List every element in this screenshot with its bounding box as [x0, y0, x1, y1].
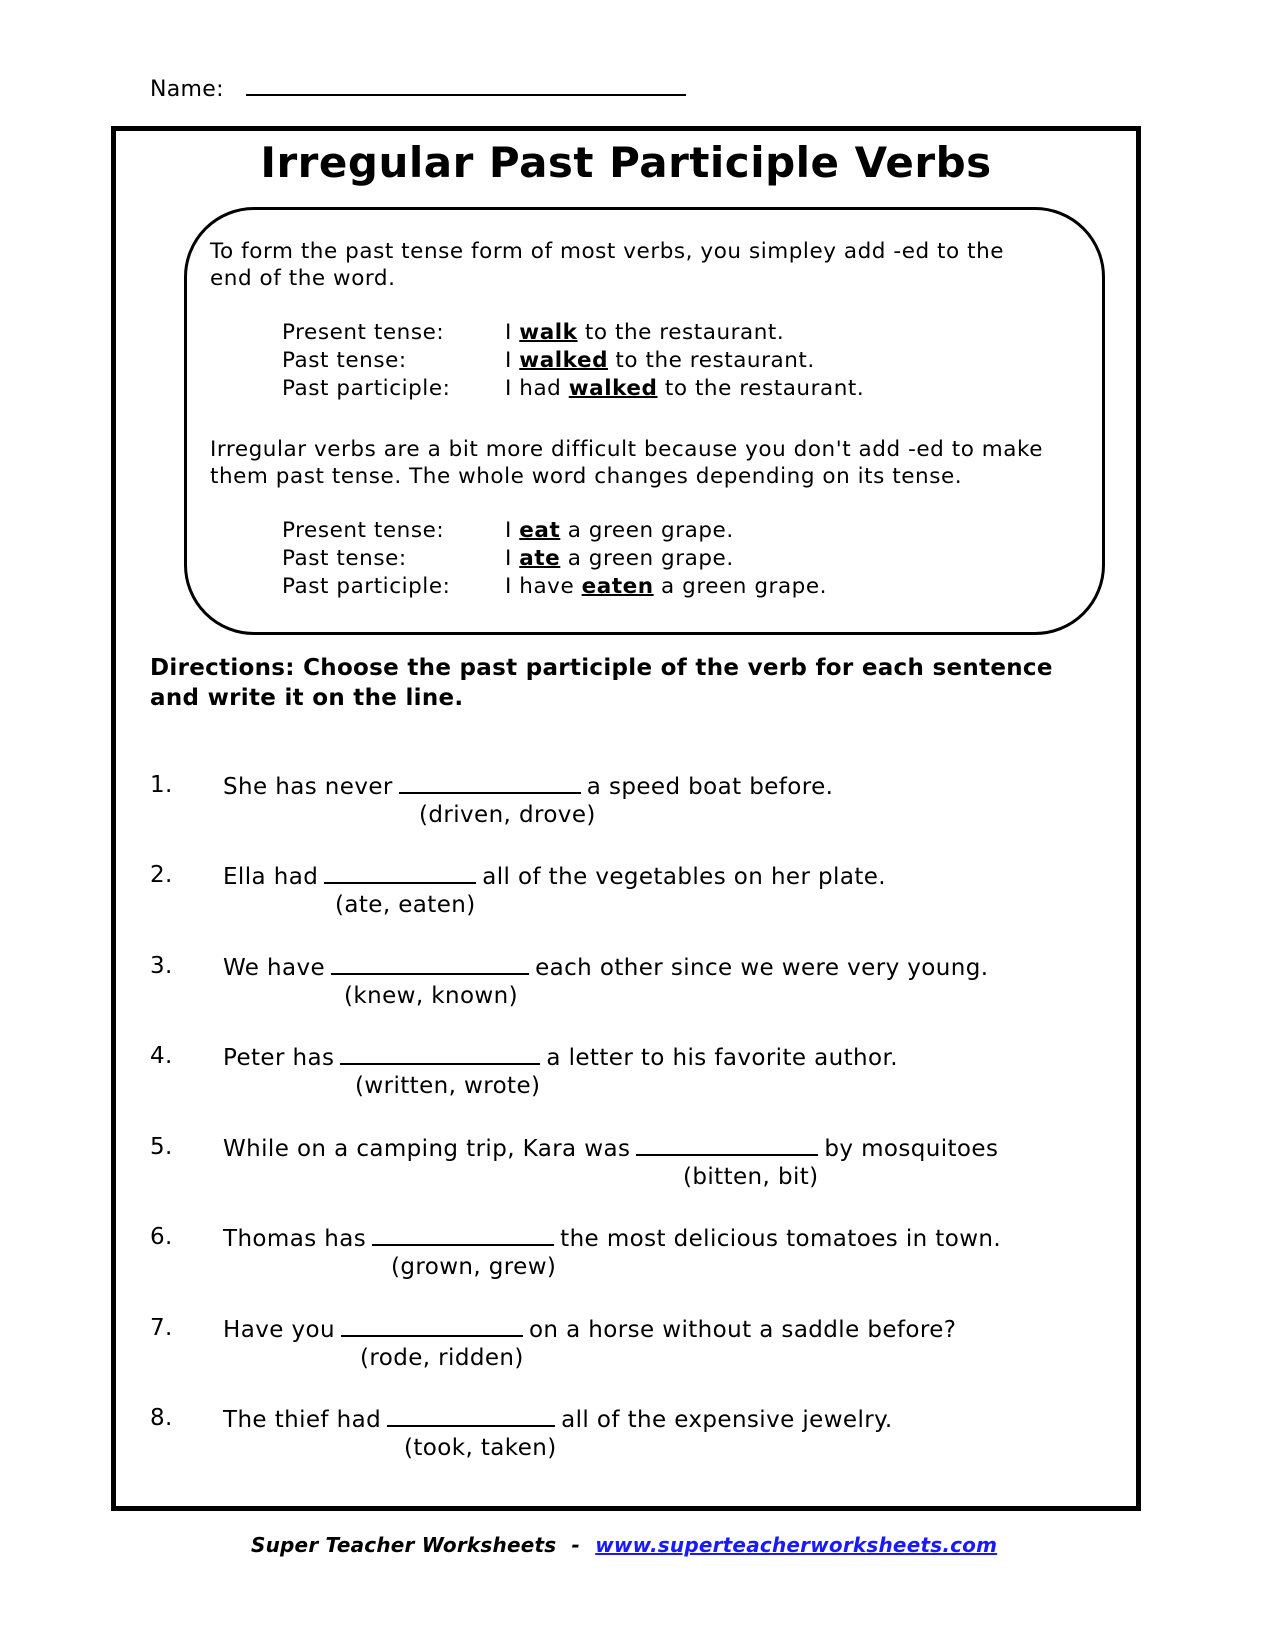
answer-choices: (knew, known) — [344, 983, 518, 1009]
example-sentence: I eat a green grape. — [505, 518, 734, 543]
item-sentence: Ella had all of the vegetables on her plate. — [223, 864, 887, 890]
irregular-line-1: Irregular verbs are a bit more difficult because you don't add -ed to make — [210, 437, 1044, 462]
irregular-examples-sentences — [505, 517, 827, 601]
answer-choices: (rode, ridden) — [360, 1345, 524, 1371]
example-label: Past participle: — [282, 574, 451, 599]
example-verb: walked — [568, 376, 658, 401]
item-number: 5. — [150, 1134, 173, 1160]
answer-blank[interactable] — [324, 862, 476, 884]
footer-brand: Super Teacher Worksheets — [251, 1533, 557, 1557]
answer-blank[interactable] — [341, 1315, 523, 1337]
answer-blank[interactable] — [340, 1043, 540, 1065]
name-input-line[interactable] — [246, 74, 686, 96]
example-label: Present tense: — [282, 320, 445, 345]
answer-choices: (bitten, bit) — [683, 1164, 819, 1190]
item-sentence: Peter has a letter to his favorite author. — [223, 1045, 898, 1071]
example-label: Past tense: — [282, 348, 407, 373]
example-verb: walk — [519, 320, 578, 345]
irregular-examples-labels — [282, 517, 450, 601]
item-number: 6. — [150, 1224, 173, 1250]
name-label: Name: — [150, 77, 224, 102]
answer-blank[interactable] — [387, 1405, 555, 1427]
answer-choices: (driven, drove) — [419, 802, 596, 828]
answer-blank[interactable] — [636, 1134, 818, 1156]
example-sentence: I walk to the restaurant. — [505, 320, 785, 345]
answer-blank[interactable] — [399, 772, 581, 794]
name-field-row — [150, 74, 686, 102]
intro-line-1: To form the past tense form of most verbs, you simpley add -ed to the — [210, 239, 1005, 264]
worksheet-title: Irregular Past Participle Verbs — [260, 138, 992, 187]
item-sentence: We have each other since we were very young. — [223, 955, 989, 981]
directions-line-2: and write it on the line. — [150, 685, 464, 711]
item-number: 3. — [150, 953, 173, 979]
item-number: 1. — [150, 772, 173, 798]
example-sentence: I ate a green grape. — [505, 546, 734, 571]
irregular-verb-intro — [210, 436, 1043, 490]
example-verb: eat — [519, 518, 561, 543]
item-number: 7. — [150, 1315, 173, 1341]
item-number: 2. — [150, 862, 173, 888]
footer-website-link[interactable]: www.superteacherworksheets.com — [595, 1533, 998, 1557]
item-number: 4. — [150, 1043, 173, 1069]
item-sentence: Thomas has the most delicious tomatoes in town. — [223, 1226, 1002, 1252]
item-sentence: She has never a speed boat before. — [223, 774, 834, 800]
example-sentence: I had walked to the restaurant. — [505, 376, 865, 401]
directions-line-1: Directions: Choose the past participle of the verb for each sentence — [150, 655, 1053, 681]
example-sentence: I walked to the restaurant. — [505, 348, 815, 373]
example-label: Past participle: — [282, 376, 451, 401]
item-number: 8. — [150, 1405, 173, 1431]
example-verb: eaten — [581, 574, 654, 599]
item-sentence: Have you on a horse without a saddle before? — [223, 1317, 957, 1343]
answer-choices: (took, taken) — [404, 1435, 557, 1461]
answer-blank[interactable] — [331, 953, 529, 975]
example-verb: walked — [519, 348, 609, 373]
irregular-line-2: them past tense. The whole word changes depending on its tense. — [210, 464, 963, 489]
directions — [150, 653, 1053, 713]
example-label: Present tense: — [282, 518, 445, 543]
answer-choices: (ate, eaten) — [335, 892, 476, 918]
footer-separator: - — [571, 1533, 581, 1557]
example-verb: ate — [519, 546, 561, 571]
regular-verb-intro — [210, 238, 1004, 292]
item-sentence: While on a camping trip, Kara was by mosquitoes — [223, 1136, 999, 1162]
regular-examples-labels — [282, 319, 450, 403]
item-sentence: The thief had all of the expensive jewelry. — [223, 1407, 893, 1433]
regular-examples-sentences — [505, 319, 864, 403]
footer — [251, 1533, 997, 1557]
example-label: Past tense: — [282, 546, 407, 571]
answer-choices: (grown, grew) — [391, 1254, 557, 1280]
answer-blank[interactable] — [372, 1224, 554, 1246]
intro-line-2: end of the word. — [210, 266, 396, 291]
answer-choices: (written, wrote) — [355, 1073, 541, 1099]
example-sentence: I have eaten a green grape. — [505, 574, 828, 599]
